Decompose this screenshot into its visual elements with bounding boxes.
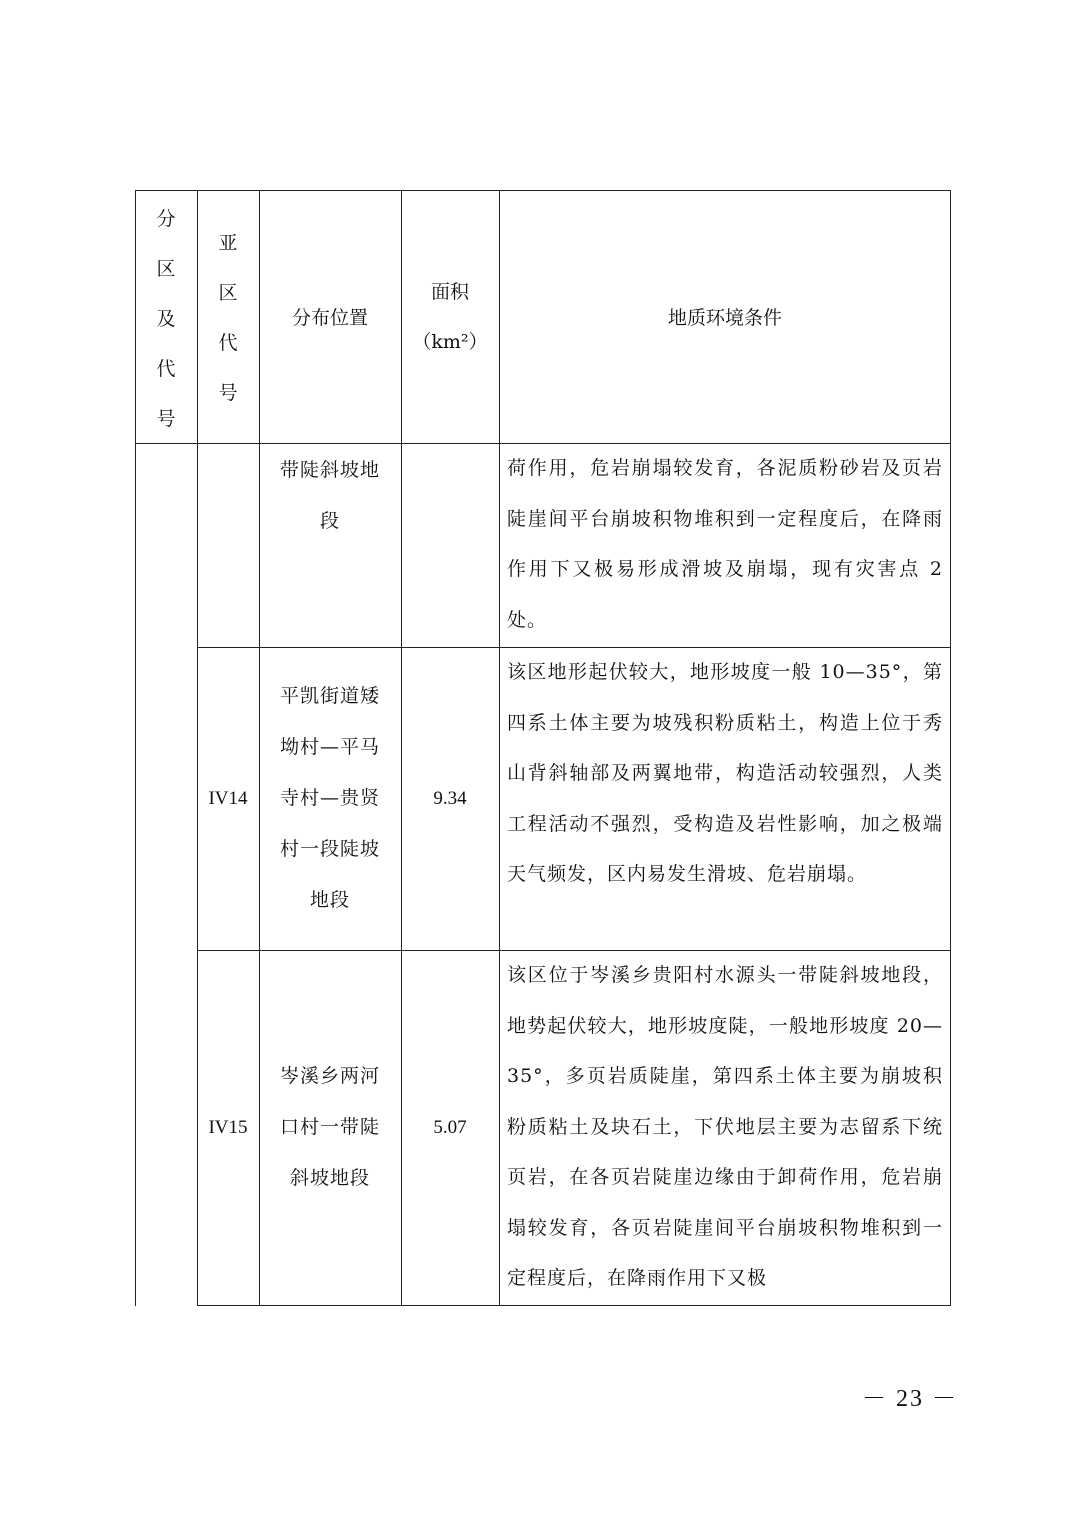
header-location-text: 分布位置	[291, 307, 368, 329]
row2-geology: 该区地形起伏较大，地形坡度一般 10—35°，第四系土体主要为坡残积粉质粘土，构造上位于秀山背斜轴部及两翼地带，构造活动较强烈，人类工程活动不强烈，受构造及岩性影响，加之极端天气频发，区内易发生滑坡、危岩崩塌。	[507, 661, 943, 885]
page-number: － 23 －	[862, 1386, 958, 1412]
header-subzone-code-char: 亚	[218, 232, 238, 254]
header-zone-code-char: 区	[156, 258, 176, 280]
header-geology	[499, 190, 951, 443]
header-subzone-code	[197, 218, 259, 418]
header-subzone-code-text	[218, 218, 237, 418]
row-divider	[197, 1305, 951, 1306]
row2-area-text: 9.34	[433, 787, 467, 809]
header-area-label: 面积	[430, 280, 469, 303]
row1-location-text: 带陡斜坡地段	[279, 459, 380, 532]
header-zone-code-text	[156, 194, 175, 444]
row3-subzone-text: IV15	[208, 1116, 248, 1138]
header-location	[259, 190, 401, 443]
header-area-unit: （km²）	[412, 330, 488, 353]
row3-area-text: 5.07	[433, 1116, 467, 1138]
row3-subzone	[197, 950, 259, 1305]
row3-area	[401, 950, 499, 1305]
row2-subzone	[197, 647, 259, 950]
row2-location-text: 平凯街道矮坳村—平马寺村—贵贤村一段陡坡地段	[279, 685, 380, 911]
row3-geology: 该区位于岑溪乡贵阳村水源头一带陡斜坡地段，地势起伏较大，地形坡度陡，一般地形坡度 20—35°，多页岩质陡崖，第四系土体主要为崩坡积粉质粘土及块石土，下伏地层主要为志留系下统页岩，在各页岩陡崖边缘由于卸荷作用，危岩崩塌较发育，各页岩陡崖间平台崩坡积物堆积到一定程度后，在降雨作用下又极	[507, 964, 943, 1289]
header-subzone-code-char: 号	[218, 382, 238, 404]
row3-location	[259, 950, 401, 1305]
header-geology-text: 地质环境条件	[667, 307, 782, 329]
header-subzone-code-char: 代	[218, 332, 238, 354]
row1-area	[401, 443, 499, 647]
header-zone-code-char: 分	[156, 208, 176, 230]
row3-location-text: 岑溪乡两河口村一带陡斜坡地段	[279, 1065, 380, 1189]
header-zone-code	[135, 194, 197, 444]
row2-area	[401, 647, 499, 950]
row2-location	[259, 647, 401, 950]
header-zone-code-char: 号	[156, 408, 176, 430]
row1-geology: 荷作用，危岩崩塌较发育，各泥质粉砂岩及页岩陡崖间平台崩坡积物堆积到一定程度后，在降雨作用下又极易形成滑坡及崩塌，现有灾害点 2 处。	[507, 457, 943, 631]
header-zone-code-char: 代	[156, 358, 176, 380]
header-zone-code-char: 及	[156, 308, 176, 330]
header-area	[401, 190, 499, 443]
row1-location	[259, 443, 401, 647]
geology-zoning-table	[135, 190, 951, 1306]
row2-subzone-text: IV14	[208, 787, 248, 809]
header-subzone-code-char: 区	[218, 282, 238, 304]
